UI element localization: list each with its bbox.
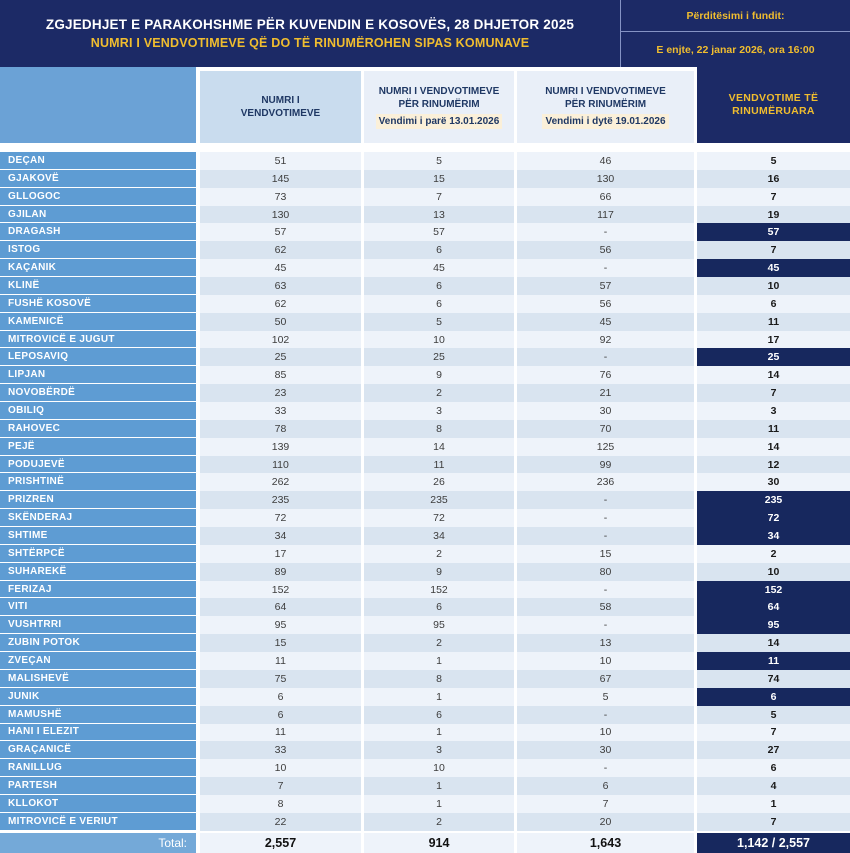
table-row	[0, 688, 850, 706]
second-decision-cell: 13	[517, 634, 694, 652]
total-stations-cell: 85	[200, 366, 361, 384]
table-row	[0, 759, 850, 777]
first-decision-cell: 2	[364, 545, 514, 563]
first-decision-cell: 13	[364, 206, 514, 224]
total-stations-cell: 45	[200, 259, 361, 277]
first-decision-cell: 15	[364, 170, 514, 188]
second-decision-cell: 57	[517, 277, 694, 295]
municipality-cell: GRAÇANICË	[0, 741, 196, 759]
recounted-cell: 4	[697, 777, 850, 795]
second-decision-cell: -	[517, 706, 694, 724]
total-stations-cell: 262	[200, 473, 361, 491]
table-row	[0, 295, 850, 313]
second-decision-cell: 21	[517, 384, 694, 402]
first-decision-cell: 6	[364, 295, 514, 313]
municipality-cell: ZUBIN POTOK	[0, 634, 196, 652]
second-decision-cell: 45	[517, 313, 694, 331]
recounted-cell: 1	[697, 795, 850, 813]
second-decision-cell: 56	[517, 295, 694, 313]
total-stations-cell: 62	[200, 295, 361, 313]
municipality-cell: RANILLUG	[0, 759, 196, 777]
recounted-cell: 7	[697, 188, 850, 206]
table-row	[0, 206, 850, 224]
table-row	[0, 348, 850, 366]
total-stations-cell: 17	[200, 545, 361, 563]
table-row	[0, 795, 850, 813]
municipality-cell: SUHAREKË	[0, 563, 196, 581]
recounted-cell: 64	[697, 598, 850, 616]
first-decision-cell: 26	[364, 473, 514, 491]
first-decision-cell: 3	[364, 741, 514, 759]
total-stations-cell: 64	[200, 598, 361, 616]
recounted-cell: 2	[697, 545, 850, 563]
column-header-line: NUMRI I	[261, 95, 300, 106]
recounted-cell: 11	[697, 420, 850, 438]
total-stations-cell: 7	[200, 777, 361, 795]
total-stations-cell: 63	[200, 277, 361, 295]
page-subtitle: NUMRI I VENDVOTIMEVE QË DO TË RINUMËROHEN SIPAS KOMUNAVE	[90, 36, 530, 50]
first-decision-cell: 1	[364, 688, 514, 706]
last-update-value: E enjte, 22 janar 2026, ora 16:00	[656, 43, 815, 56]
municipality-cell: KAMENICË	[0, 313, 196, 331]
table-row	[0, 491, 850, 509]
recounted-cell: 11	[697, 652, 850, 670]
first-decision-cell: 10	[364, 331, 514, 349]
total-stations-cell: 110	[200, 456, 361, 474]
total-stations-cell: 73	[200, 188, 361, 206]
total-stations-cell: 95	[200, 616, 361, 634]
table-row	[0, 706, 850, 724]
second-decision-cell: -	[517, 509, 694, 527]
municipality-cell: MITROVICË E VERIUT	[0, 813, 196, 831]
second-decision-cell: 20	[517, 813, 694, 831]
table-body	[0, 152, 850, 831]
recounted-cell: 95	[697, 616, 850, 634]
table-row	[0, 813, 850, 831]
table-row	[0, 331, 850, 349]
total-stations-cell: 6	[200, 706, 361, 724]
municipality-cell: MITROVICË E JUGUT	[0, 331, 196, 349]
table-row	[0, 277, 850, 295]
first-decision-cell: 2	[364, 384, 514, 402]
table-row	[0, 456, 850, 474]
second-decision-cell: 130	[517, 170, 694, 188]
recounted-cell: 152	[697, 581, 850, 599]
recounted-cell: 19	[697, 206, 850, 224]
second-decision-cell: -	[517, 491, 694, 509]
recounted-cell: 10	[697, 277, 850, 295]
municipality-cell: KLLOKOT	[0, 795, 196, 813]
municipality-cell: NOVOBËRDË	[0, 384, 196, 402]
municipality-cell: KAÇANIK	[0, 259, 196, 277]
first-decision-cell: 6	[364, 277, 514, 295]
recounted-cell: 27	[697, 741, 850, 759]
second-decision-cell: 66	[517, 188, 694, 206]
first-decision-cell: 1	[364, 724, 514, 742]
first-decision-cell: 152	[364, 581, 514, 599]
table-row	[0, 420, 850, 438]
total-row	[0, 831, 850, 853]
municipality-cell: VUSHTRRI	[0, 616, 196, 634]
total-stations-cell: 72	[200, 509, 361, 527]
municipality-cell: ZVEÇAN	[0, 652, 196, 670]
municipality-cell: PARTESH	[0, 777, 196, 795]
second-decision-cell: -	[517, 616, 694, 634]
recounted-cell: 11	[697, 313, 850, 331]
total-stations-cell: 62	[200, 241, 361, 259]
total-stations-cell: 152	[200, 581, 361, 599]
total-stations-cell: 102	[200, 331, 361, 349]
municipality-cell: SKËNDERAJ	[0, 509, 196, 527]
table-row	[0, 366, 850, 384]
last-update-panel	[620, 0, 850, 67]
second-decision-cell: 117	[517, 206, 694, 224]
table-row	[0, 598, 850, 616]
total-stations-cell: 50	[200, 313, 361, 331]
first-decision-cell: 14	[364, 438, 514, 456]
recounted-cell: 14	[697, 366, 850, 384]
first-decision-date-label: Vendimi i parë 13.01.2026	[376, 114, 503, 129]
first-decision-cell: 72	[364, 509, 514, 527]
recounted-cell: 74	[697, 670, 850, 688]
table-row	[0, 259, 850, 277]
municipality-cell: FUSHË KOSOVË	[0, 295, 196, 313]
table-row	[0, 438, 850, 456]
second-decision-cell: 236	[517, 473, 694, 491]
recounted-cell: 10	[697, 563, 850, 581]
municipality-cell: PEJË	[0, 438, 196, 456]
first-decision-cell: 25	[364, 348, 514, 366]
total-stations-cell: 34	[200, 527, 361, 545]
second-decision-cell: 125	[517, 438, 694, 456]
municipality-cell: SHTËRPCË	[0, 545, 196, 563]
total-second-decision-value: 1,643	[517, 833, 694, 853]
first-decision-cell: 3	[364, 402, 514, 420]
first-decision-cell: 6	[364, 241, 514, 259]
total-stations-cell: 89	[200, 563, 361, 581]
second-decision-date-label: Vendimi i dytë 19.01.2026	[542, 114, 668, 129]
first-decision-cell: 1	[364, 652, 514, 670]
second-decision-cell: 6	[517, 777, 694, 795]
second-decision-cell: 15	[517, 545, 694, 563]
total-stations-value: 2,557	[200, 833, 361, 853]
total-recounted-value: 1,142 / 2,557	[697, 833, 850, 853]
recounted-cell: 14	[697, 438, 850, 456]
total-stations-cell: 145	[200, 170, 361, 188]
second-decision-cell: 58	[517, 598, 694, 616]
table-row	[0, 670, 850, 688]
last-update-label: Përditësimi i fundit:	[621, 0, 850, 32]
second-decision-cell: -	[517, 348, 694, 366]
total-stations-cell: 33	[200, 741, 361, 759]
municipality-column-header	[0, 67, 196, 143]
municipality-cell: ISTOG	[0, 241, 196, 259]
table-row	[0, 563, 850, 581]
total-stations-cell: 57	[200, 223, 361, 241]
column-header-line: NUMRI I VENDVOTIMEVE	[378, 86, 500, 97]
first-decision-cell: 2	[364, 634, 514, 652]
municipality-cell: PODUJEVË	[0, 456, 196, 474]
total-stations-cell: 25	[200, 348, 361, 366]
table-row	[0, 581, 850, 599]
total-stations-cell: 130	[200, 206, 361, 224]
recounted-cell: 235	[697, 491, 850, 509]
municipality-cell: KLINË	[0, 277, 196, 295]
table-row	[0, 652, 850, 670]
recounted-cell: 57	[697, 223, 850, 241]
column-header-line: RINUMËRUARA	[732, 105, 815, 117]
total-stations-cell: 15	[200, 634, 361, 652]
first-decision-cell: 9	[364, 366, 514, 384]
municipality-cell: GJAKOVË	[0, 170, 196, 188]
first-decision-cell: 10	[364, 759, 514, 777]
recounted-cell: 16	[697, 170, 850, 188]
second-decision-cell: 92	[517, 331, 694, 349]
municipality-cell: SHTIME	[0, 527, 196, 545]
table-row	[0, 152, 850, 170]
second-decision-cell: -	[517, 223, 694, 241]
total-stations-cell: 8	[200, 795, 361, 813]
municipality-cell: MALISHEVË	[0, 670, 196, 688]
first-decision-cell: 8	[364, 670, 514, 688]
first-decision-cell: 6	[364, 598, 514, 616]
total-stations-cell: 139	[200, 438, 361, 456]
first-decision-cell: 8	[364, 420, 514, 438]
total-stations-cell: 235	[200, 491, 361, 509]
table-row	[0, 170, 850, 188]
total-first-decision-value: 914	[364, 833, 514, 853]
total-stations-cell: 11	[200, 652, 361, 670]
recounted-cell: 25	[697, 348, 850, 366]
recounted-column-header	[697, 67, 850, 143]
second-decision-cell: 10	[517, 724, 694, 742]
second-decision-column-header	[517, 67, 694, 143]
total-stations-cell: 33	[200, 402, 361, 420]
total-stations-cell: 10	[200, 759, 361, 777]
column-header-line: PËR RINUMËRIM	[398, 99, 480, 110]
table-row	[0, 402, 850, 420]
recounted-cell: 30	[697, 473, 850, 491]
total-label: Total:	[0, 833, 196, 853]
table-header-row	[0, 67, 850, 143]
first-decision-cell: 11	[364, 456, 514, 474]
first-decision-cell: 57	[364, 223, 514, 241]
second-decision-cell: 5	[517, 688, 694, 706]
municipality-cell: JUNIK	[0, 688, 196, 706]
second-decision-cell: 76	[517, 366, 694, 384]
second-decision-cell: 46	[517, 152, 694, 170]
total-stations-cell: 11	[200, 724, 361, 742]
page-title: ZGJEDHJET E PARAKOHSHME PËR KUVENDIN E KOSOVËS, 28 DHJETOR 2025	[45, 17, 575, 32]
total-stations-cell: 75	[200, 670, 361, 688]
column-header-line: NUMRI I VENDVOTIMEVE	[545, 86, 666, 97]
recounted-cell: 7	[697, 813, 850, 831]
municipality-cell: HANI I ELEZIT	[0, 724, 196, 742]
table-row	[0, 188, 850, 206]
municipality-cell: FERIZAJ	[0, 581, 196, 599]
first-decision-cell: 7	[364, 188, 514, 206]
table-row	[0, 616, 850, 634]
municipality-cell: VITI	[0, 598, 196, 616]
recounted-cell: 6	[697, 688, 850, 706]
municipality-cell: LIPJAN	[0, 366, 196, 384]
second-decision-cell: 7	[517, 795, 694, 813]
second-decision-cell: 80	[517, 563, 694, 581]
header	[0, 0, 850, 67]
municipality-cell: GLLOGOC	[0, 188, 196, 206]
first-decision-cell: 9	[364, 563, 514, 581]
second-decision-cell: 70	[517, 420, 694, 438]
second-decision-cell: 10	[517, 652, 694, 670]
table-row	[0, 473, 850, 491]
column-header-line: VENDVOTIMEVE	[240, 108, 321, 119]
total-stations-column-header	[200, 67, 361, 143]
second-decision-cell: -	[517, 259, 694, 277]
table-row	[0, 313, 850, 331]
second-decision-cell: 56	[517, 241, 694, 259]
second-decision-cell: -	[517, 581, 694, 599]
municipality-cell: RAHOVEC	[0, 420, 196, 438]
total-stations-cell: 78	[200, 420, 361, 438]
first-decision-cell: 34	[364, 527, 514, 545]
table-row	[0, 545, 850, 563]
first-decision-cell: 235	[364, 491, 514, 509]
municipality-cell: MAMUSHË	[0, 706, 196, 724]
municipality-cell: OBILIQ	[0, 402, 196, 420]
first-decision-cell: 2	[364, 813, 514, 831]
recounted-cell: 45	[697, 259, 850, 277]
second-decision-cell: -	[517, 527, 694, 545]
recounted-cell: 7	[697, 241, 850, 259]
first-decision-cell: 5	[364, 313, 514, 331]
recounted-cell: 7	[697, 384, 850, 402]
total-stations-cell: 22	[200, 813, 361, 831]
table-row	[0, 527, 850, 545]
municipality-cell: LEPOSAVIQ	[0, 348, 196, 366]
table-row	[0, 384, 850, 402]
recounted-cell: 6	[697, 759, 850, 777]
recounted-cell: 6	[697, 295, 850, 313]
recounted-cell: 72	[697, 509, 850, 527]
recounted-cell: 17	[697, 331, 850, 349]
title-block	[0, 0, 620, 67]
first-decision-cell: 95	[364, 616, 514, 634]
table-row	[0, 741, 850, 759]
first-decision-cell: 1	[364, 777, 514, 795]
table-row	[0, 634, 850, 652]
recounted-cell: 7	[697, 724, 850, 742]
recounted-cell: 12	[697, 456, 850, 474]
municipality-cell: PRISHTINË	[0, 473, 196, 491]
municipality-cell: GJILAN	[0, 206, 196, 224]
first-decision-cell: 6	[364, 706, 514, 724]
recounted-cell: 34	[697, 527, 850, 545]
second-decision-cell: 67	[517, 670, 694, 688]
first-decision-cell: 1	[364, 795, 514, 813]
total-stations-cell: 6	[200, 688, 361, 706]
first-decision-cell: 5	[364, 152, 514, 170]
second-decision-cell: 30	[517, 741, 694, 759]
recounted-cell: 14	[697, 634, 850, 652]
recounted-cell: 3	[697, 402, 850, 420]
second-decision-cell: 30	[517, 402, 694, 420]
column-header-line: VENDVOTIME TË	[728, 92, 819, 104]
municipality-cell: DRAGASH	[0, 223, 196, 241]
table-row	[0, 777, 850, 795]
second-decision-cell: 99	[517, 456, 694, 474]
table-row	[0, 509, 850, 527]
total-stations-cell: 23	[200, 384, 361, 402]
municipality-cell: PRIZREN	[0, 491, 196, 509]
second-decision-cell: -	[517, 759, 694, 777]
recounted-cell: 5	[697, 152, 850, 170]
recounted-cell: 5	[697, 706, 850, 724]
table-row	[0, 241, 850, 259]
total-stations-cell: 51	[200, 152, 361, 170]
first-decision-column-header	[364, 67, 514, 143]
table-row	[0, 223, 850, 241]
column-header-line: PËR RINUMËRIM	[564, 99, 647, 110]
first-decision-cell: 45	[364, 259, 514, 277]
municipality-cell: DEÇAN	[0, 152, 196, 170]
table-row	[0, 724, 850, 742]
